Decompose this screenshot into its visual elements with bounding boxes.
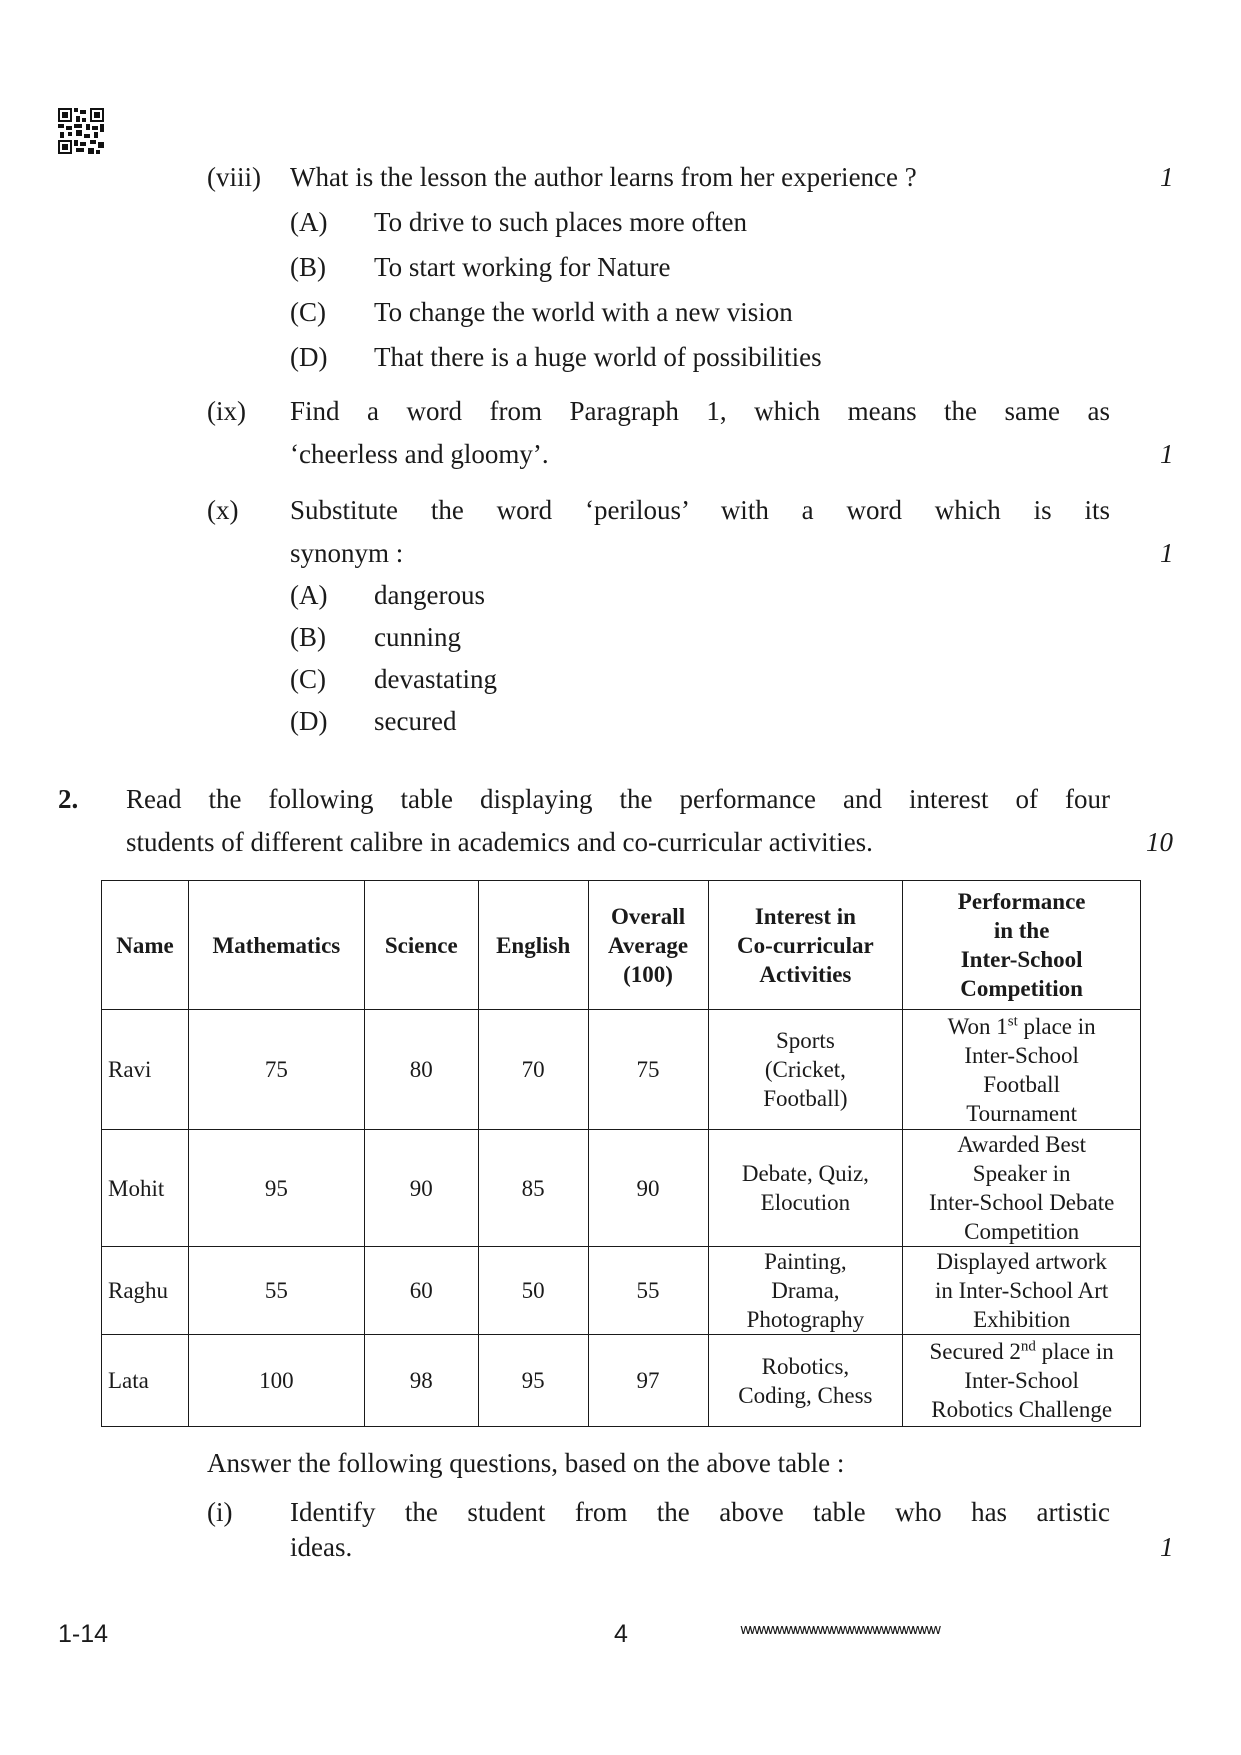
question-2-i-line2: ideas.: [290, 1532, 353, 1562]
cell-mathematics: 55: [188, 1247, 364, 1335]
marks-ix: 1: [1160, 439, 1174, 469]
option-text: cunning: [374, 622, 461, 652]
cell-overall: 90: [588, 1130, 708, 1247]
cell-name: Mohit: [102, 1130, 189, 1247]
option-text: To drive to such places more often: [374, 207, 747, 237]
option-label: (C): [290, 297, 326, 327]
option-label: (B): [290, 252, 326, 282]
qr-code-icon: [58, 108, 104, 154]
table-row: [102, 1010, 1141, 1130]
table-header-row: [102, 881, 1141, 1010]
cell-performance: Awarded Best Speaker in Inter-School Debate Competition: [903, 1130, 1141, 1247]
cell-english: 85: [478, 1130, 588, 1247]
question-ix-line2: ‘cheerless and gloomy’.: [290, 439, 549, 469]
cell-english: 95: [478, 1335, 588, 1427]
cell-mathematics: 100: [188, 1335, 364, 1427]
cell-performance: Displayed artwork in Inter-School Art Exhibition: [903, 1247, 1141, 1335]
cell-science: 80: [364, 1010, 478, 1130]
cell-english: 50: [478, 1247, 588, 1335]
cell-name: Ravi: [102, 1010, 189, 1130]
cell-name: Lata: [102, 1335, 189, 1427]
question-2-i-line1: Identify the student from the above table who has artistic: [290, 1497, 1110, 1527]
marks-viii: 1: [1160, 162, 1174, 192]
cell-english: 70: [478, 1010, 588, 1130]
table-row: [102, 1335, 1141, 1427]
cell-name: Raghu: [102, 1247, 189, 1335]
question-number-2-i: (i): [207, 1497, 233, 1527]
question-number-2: 2.: [58, 784, 79, 814]
instruction-text: Answer the following questions, based on the above table :: [207, 1448, 845, 1478]
marks-2-i: 1: [1160, 1532, 1174, 1562]
performance-table: [101, 880, 1141, 1427]
cell-performance: Secured 2nd place in Inter-School Robotics Challenge: [903, 1335, 1141, 1427]
question-2-line2: students of different calibre in academics and co-curricular activities.: [126, 827, 873, 857]
option-text: dangerous: [374, 580, 485, 610]
question-x-line1: Substitute the word ‘perilous’ with a word which is its: [290, 495, 1110, 525]
cell-interest: Painting, Drama, Photography: [708, 1247, 903, 1335]
option-text: To start working for Nature: [374, 252, 671, 282]
option-text: secured: [374, 706, 457, 736]
cell-overall: 55: [588, 1247, 708, 1335]
cell-performance: Won 1st place in Inter-School Football Tournament: [903, 1010, 1141, 1130]
footer-squiggle: wwwwwwwwwwwwwwwwwwwwww: [740, 1622, 940, 1638]
paper-code: 1-14: [58, 1620, 109, 1648]
header-mathematics: Mathematics: [188, 881, 364, 1010]
header-name: Name: [102, 881, 189, 1010]
page-number: 4: [614, 1620, 628, 1648]
option-label: (C): [290, 664, 326, 694]
header-english: English: [478, 881, 588, 1010]
question-number-x: (x): [207, 495, 239, 525]
cell-overall: 75: [588, 1010, 708, 1130]
option-label: (D): [290, 342, 328, 372]
cell-science: 90: [364, 1130, 478, 1247]
option-label: (B): [290, 622, 326, 652]
cell-science: 98: [364, 1335, 478, 1427]
cell-overall: 97: [588, 1335, 708, 1427]
question-number-ix: (ix): [207, 396, 246, 426]
table-row: [102, 1130, 1141, 1247]
cell-interest: Debate, Quiz, Elocution: [708, 1130, 903, 1247]
option-text: That there is a huge world of possibilities: [374, 342, 822, 372]
cell-mathematics: 95: [188, 1130, 364, 1247]
cell-mathematics: 75: [188, 1010, 364, 1130]
option-text: To change the world with a new vision: [374, 297, 793, 327]
question-x-line2: synonym :: [290, 538, 404, 568]
marks-x: 1: [1160, 538, 1174, 568]
cell-interest: Robotics, Coding, Chess: [708, 1335, 903, 1427]
option-label: (A): [290, 580, 328, 610]
cell-science: 60: [364, 1247, 478, 1335]
question-viii-text: What is the lesson the author learns from her experience ?: [290, 162, 917, 192]
header-overall-average: Overall Average (100): [588, 881, 708, 1010]
question-2-line1: Read the following table displaying the performance and interest of four: [126, 784, 1110, 814]
table-row: [102, 1247, 1141, 1335]
question-number-viii: (viii): [207, 162, 261, 192]
header-performance: Performance in the Inter-School Competition: [903, 881, 1141, 1010]
question-ix-line1: Find a word from Paragraph 1, which means the same as: [290, 396, 1110, 426]
header-interest: Interest in Co-curricular Activities: [708, 881, 903, 1010]
header-science: Science: [364, 881, 478, 1010]
option-text: devastating: [374, 664, 497, 694]
cell-interest: Sports (Cricket, Football): [708, 1010, 903, 1130]
option-label: (A): [290, 207, 328, 237]
option-label: (D): [290, 706, 328, 736]
marks-2: 10: [1146, 827, 1173, 857]
